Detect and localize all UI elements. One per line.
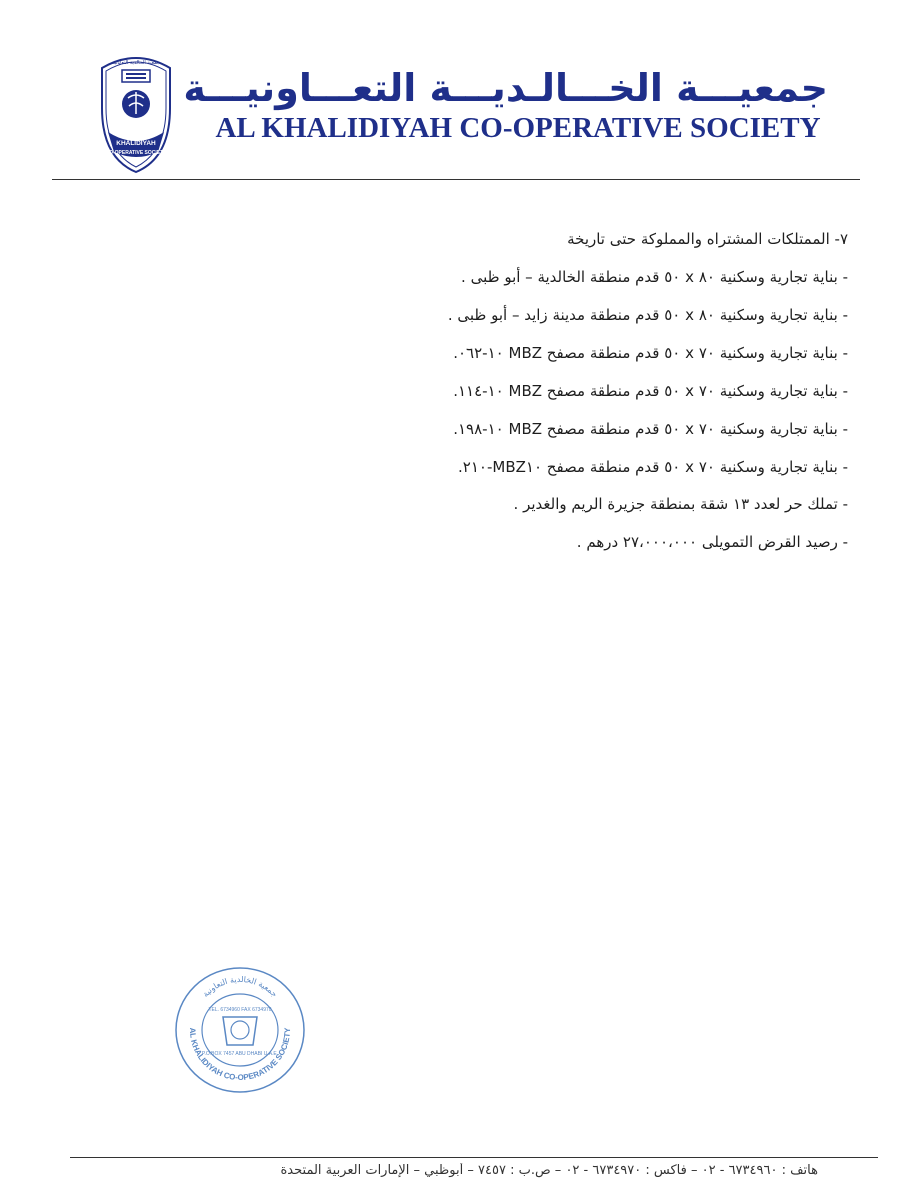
stamp-outer-text: AL KHALIDIYAH CO-OPERATIVE SOCIETY xyxy=(187,1027,293,1083)
circular-seal-stamp-icon xyxy=(173,965,307,1095)
org-name-english: AL KHALIDIYAH CO-OPERATIVE SOCIETY xyxy=(215,112,821,144)
logo-band-text-2: CO-OPERATIVE SOCIETY xyxy=(105,150,167,156)
logo-band-text-1: KHALIDIYAH xyxy=(116,140,156,147)
stamp-inner-text-bottom: P.O.BOX 7457 ABU DHABI U.A.E. xyxy=(201,1051,279,1057)
svg-text:جمعية الخالدية التعاونية xyxy=(201,975,279,999)
logo-arc-text: جمعية الخالدية التعاونية xyxy=(112,60,160,66)
list-item: - بناية تجارية وسكنية ٧٠ x ٥٠ قدم منطقة مصفح MBZ ١٠-١٩٨. xyxy=(453,420,848,438)
cooperative-society-logo-icon xyxy=(92,48,180,176)
stamp-inner-text-top: TEL. 6734960 FAX 6734970 xyxy=(208,1007,272,1013)
stamp-arc-text: جمعية الخالدية التعاونية xyxy=(200,974,280,999)
footer-divider xyxy=(70,1157,878,1158)
list-item: - بناية تجارية وسكنية ٧٠ x ٥٠ قدم منطقة مصفح MBZ ١٠-٠٦٢. xyxy=(453,344,848,362)
list-item: - بناية تجارية وسكنية ٨٠ x ٥٠ قدم منطقة مدينة زايد – أبو ظبى . xyxy=(447,306,848,324)
list-item: - تملك حر لعدد ١٣ شقة بمنطقة جزيرة الريم والغدير . xyxy=(513,495,848,513)
footer-contact-line: هاتف : ٦٧٣٤٩٦٠ - ٠٢ – فاكس : ٦٧٣٤٩٧٠ - ٠٢ – ص.ب : ٧٤٥٧ – أبوظبي – الإمارات العربية المتحدة xyxy=(280,1163,818,1178)
list-item: - بناية تجارية وسكنية ٧٠ x ٥٠ قدم منطقة مصفح MBZ١٠-٢١٠. xyxy=(458,458,848,476)
section-heading: ٧- الممتلكات المشتراه والمملوكة حتى تاريخة xyxy=(567,230,848,248)
org-name-arabic: جمعيـــة الخـــالـديـــة التعـــاونيـــة xyxy=(183,66,828,110)
list-item: - بناية تجارية وسكنية ٧٠ x ٥٠ قدم منطقة مصفح MBZ ١٠-١١٤. xyxy=(453,382,848,400)
list-item: - بناية تجارية وسكنية ٨٠ x ٥٠ قدم منطقة الخالدية – أبو ظبى . xyxy=(461,268,848,286)
header-divider xyxy=(52,179,860,180)
list-item: - رصيد القرض التمويلى ٢٧،٠٠٠،٠٠٠ درهم . xyxy=(576,533,848,551)
